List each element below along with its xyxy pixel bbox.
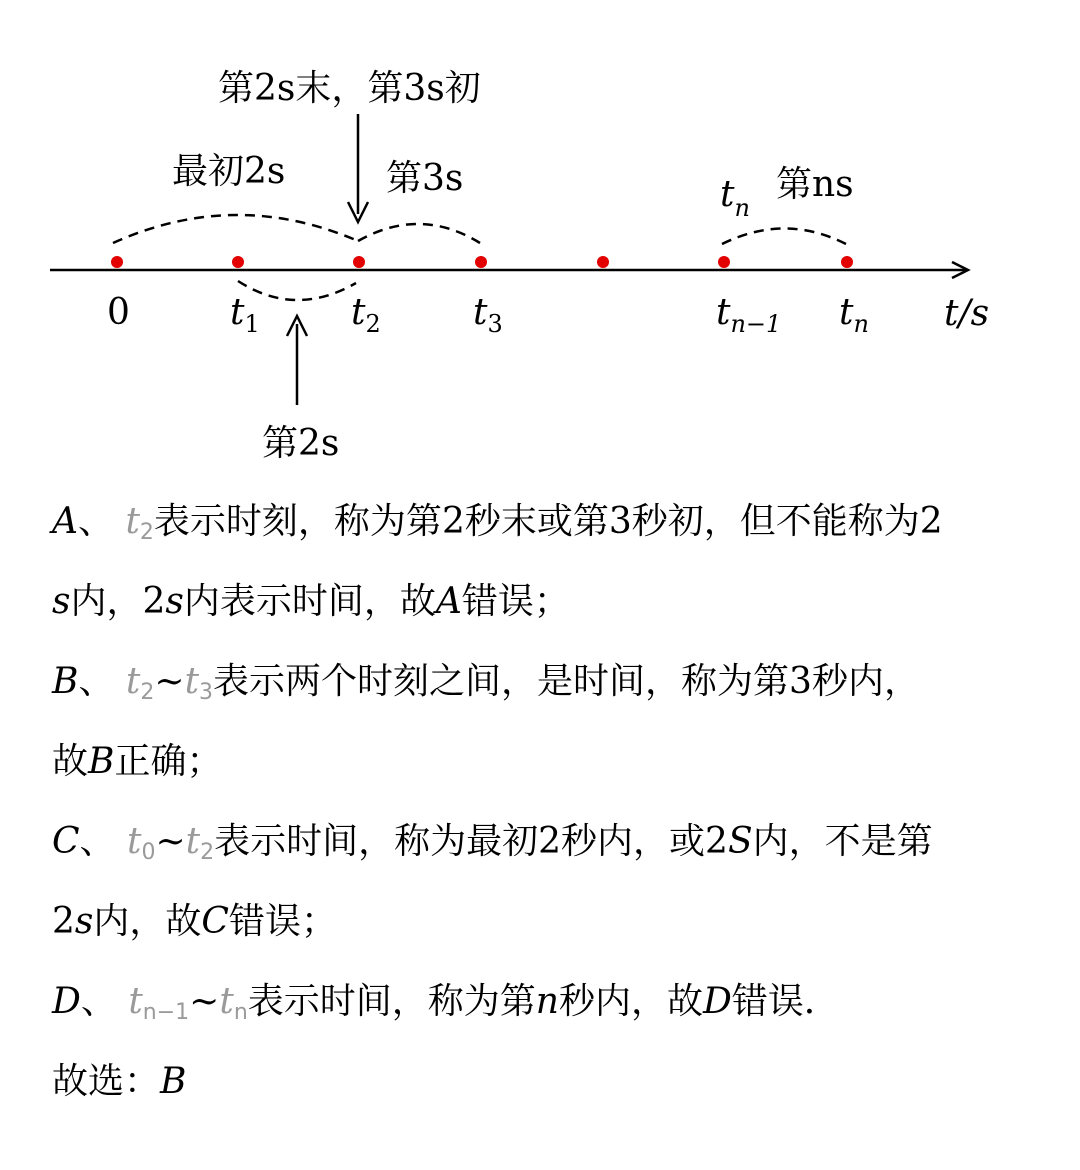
label-second-s: 第2s bbox=[262, 423, 340, 464]
timeline-diagram bbox=[0, 0, 1080, 480]
time-point bbox=[841, 256, 853, 268]
time-point bbox=[353, 256, 365, 268]
time-point bbox=[475, 256, 487, 268]
arc-nth-s bbox=[722, 229, 846, 245]
tick-label: tn bbox=[839, 292, 869, 338]
tick-label: 0 bbox=[107, 292, 130, 333]
time-point bbox=[597, 256, 609, 268]
axis-label: t/s bbox=[944, 293, 990, 334]
time-points bbox=[111, 256, 853, 268]
label-tn-upper: tn bbox=[720, 174, 750, 222]
label-first-2s: 最初2s bbox=[172, 151, 286, 192]
solution-line-b1: B、 t2∼t3表示两个时刻之间，是时间，称为第3秒内， bbox=[52, 661, 920, 705]
label-nth-s: 第ns bbox=[776, 164, 854, 205]
time-point bbox=[232, 256, 244, 268]
arc-first-2s bbox=[113, 215, 358, 243]
arc-third-s bbox=[358, 224, 480, 243]
tick-label: tn−1 bbox=[716, 292, 782, 338]
solution-line-d1: D、 tn−1∼tn表示时间，称为第n秒内，故D错误． bbox=[52, 981, 840, 1025]
tick-labels bbox=[107, 292, 869, 338]
arc-second-s bbox=[238, 281, 356, 300]
solution-line-b2: 故B正确； bbox=[52, 741, 223, 782]
tick-label: t3 bbox=[473, 292, 503, 338]
label-third-s: 第3s bbox=[386, 158, 464, 199]
solution-line-c2: 2s内，故C错误； bbox=[52, 901, 337, 942]
time-point bbox=[111, 256, 123, 268]
tick-label: t2 bbox=[351, 292, 381, 338]
label-top-arrow: 第2s末，第3s初 bbox=[218, 68, 481, 109]
solution-line-a2: s内，2s内表示时间，故A错误； bbox=[52, 581, 570, 622]
solution-line-c1: C、 t0∼t2表示时间，称为最初2秒内，或2S内，不是第 bbox=[52, 821, 933, 865]
tick-label: t1 bbox=[230, 292, 260, 338]
solution-line-answer: 故选：B bbox=[52, 1061, 187, 1102]
time-point bbox=[718, 256, 730, 268]
solution-line-a1: A、 t2表示时刻，称为第2秒末或第3秒初，但不能称为2 bbox=[52, 501, 943, 545]
